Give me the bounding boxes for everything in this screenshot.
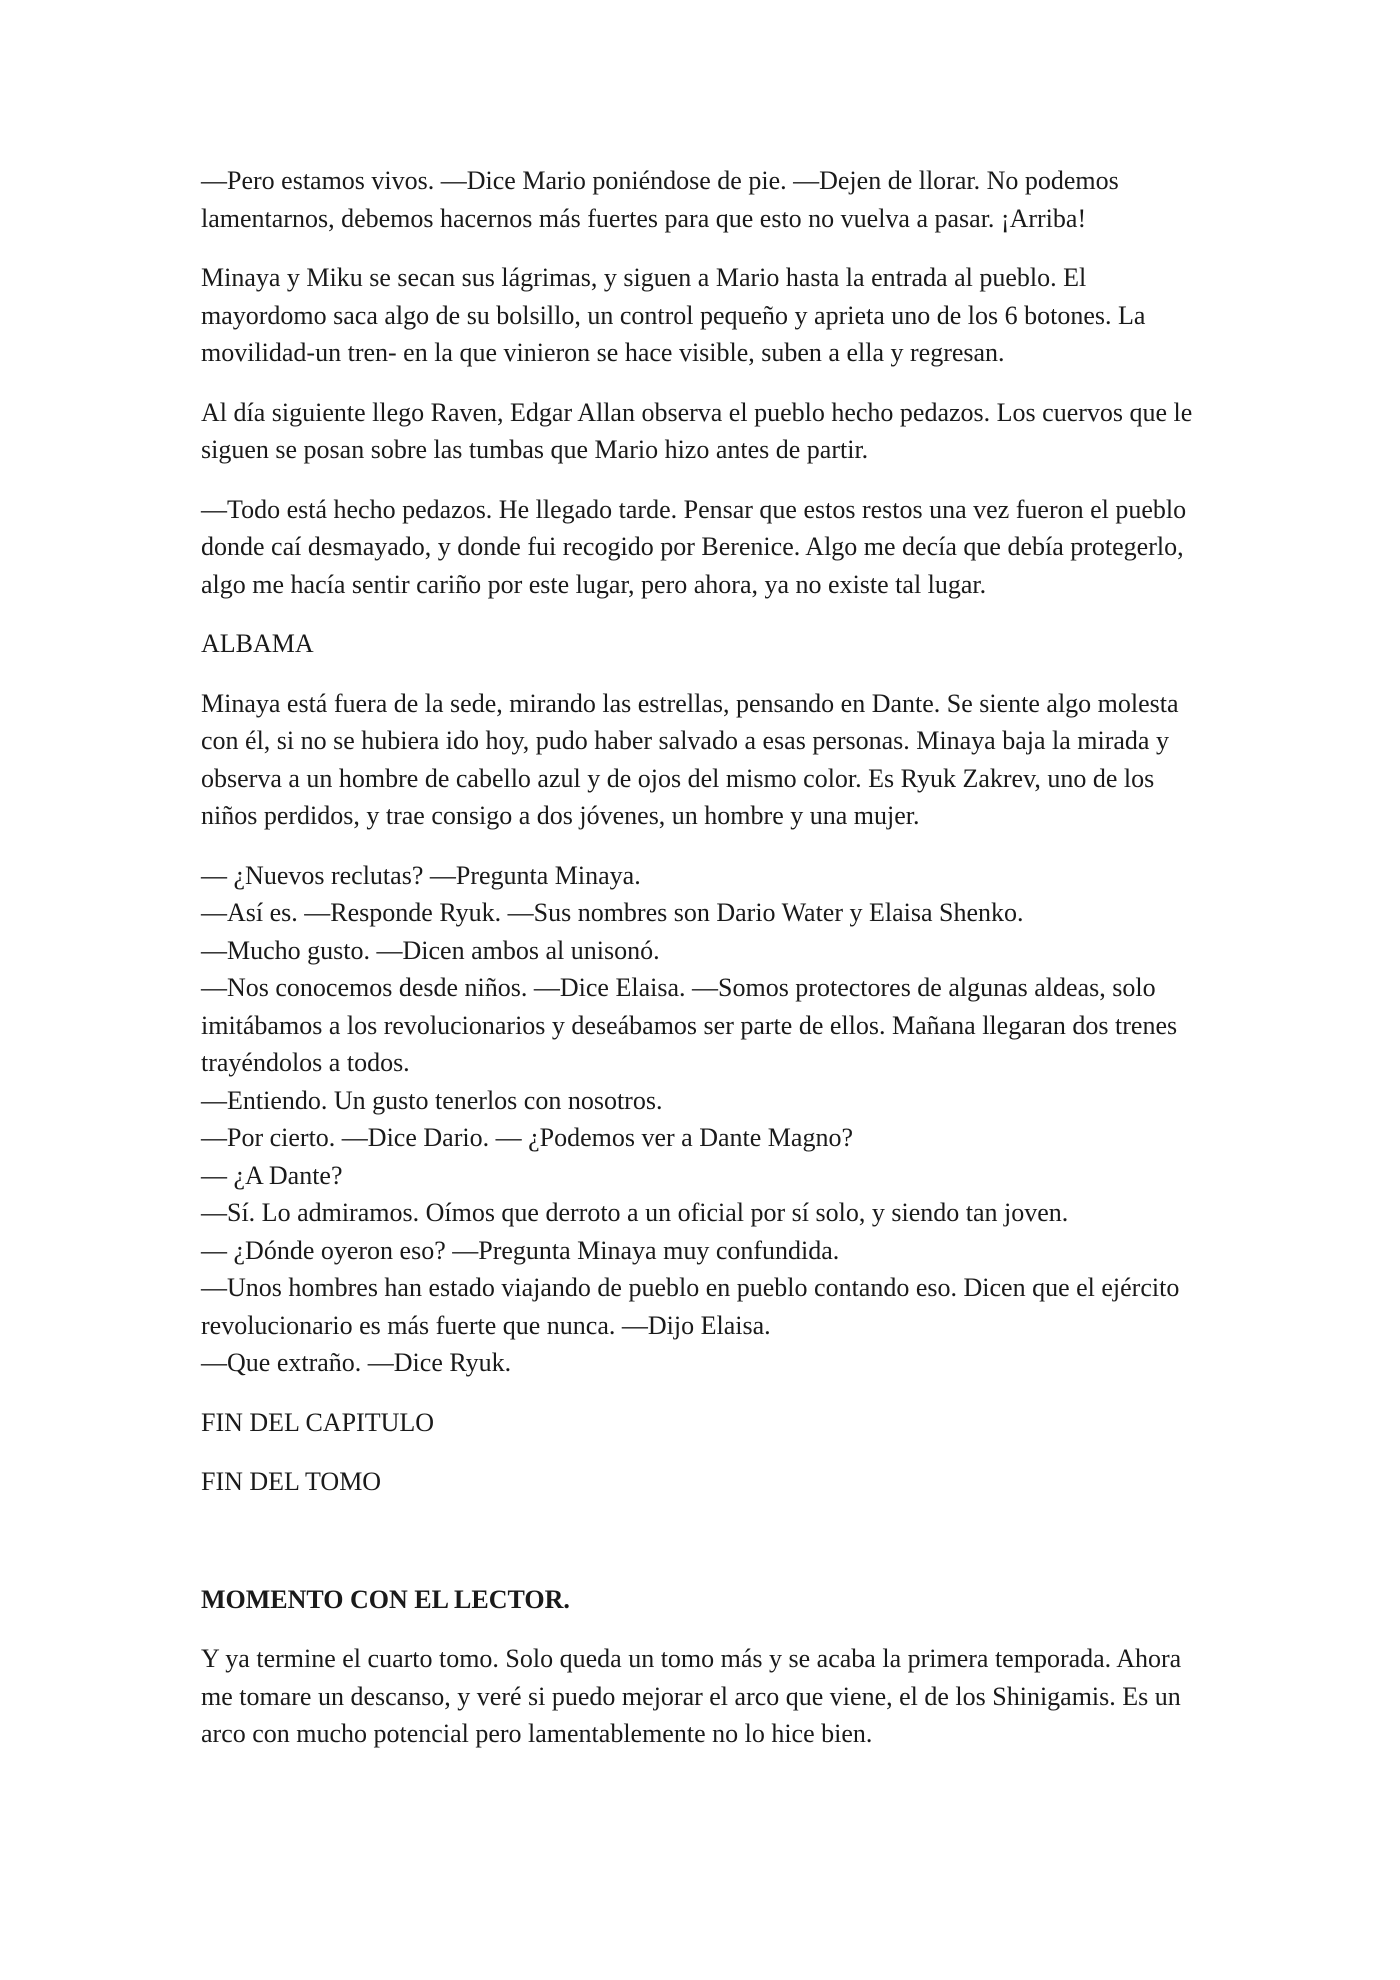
paragraph-edgar-speech: —Todo está hecho pedazos. He llegado tarde. Pensar que estos restos una vez fueron el pueblo donde caí desmayado, y donde fui recogido por Berenice. Algo me decía que debía protegerlo, algo me hacía sentir cariño por este lugar, pero ahora, ya no existe tal lugar. <box>201 494 1187 599</box>
dialogue-block <box>201 857 1216 1382</box>
dialogue-line: —Por cierto. —Dice Dario. — ¿Podemos ver a Dante Magno? <box>201 1123 853 1152</box>
section-title-albama: ALBAMA <box>201 629 314 658</box>
dialogue-line: —Mucho gusto. —Dicen ambos al unisonó. <box>201 935 660 965</box>
dialogue-line: —Así es. —Responde Ryuk. —Sus nombres son Dario Water y Elaisa Shenko. <box>201 898 1024 927</box>
dialogue-line: —Nos conocemos desde niños. —Dice Elaisa. —Somos protectores de algunas aldeas, solo imitábamos a los revolucionarios y deseábamos ser parte de ellos. Mañana llegaran dos trenes trayéndolos a todos. <box>201 973 1178 1077</box>
paragraph-return-to-village: Minaya y Miku se secan sus lágrimas, y siguen a Mario hasta la entrada al pueblo. El mayordomo saca algo de su bolsillo, un control pequeño y aprieta uno de los 6 botones. La movilidad-un tren- en la que vinieron se hace visible, suben a ella y regresan. <box>201 263 1146 367</box>
end-volume-label: FIN DEL TOMO <box>201 1467 382 1496</box>
paragraph-raven-arrives: Al día siguiente llego Raven, Edgar Allan observa el pueblo hecho pedazos. Los cuervos que le siguen se posan sobre las tumbas que Mario hizo antes de partir. <box>201 397 1193 464</box>
spacer <box>201 1523 1216 1581</box>
paragraph-minaya-stars: Minaya está fuera de la sede, mirando las estrellas, pensando en Dante. Se siente algo molesta con él, si no se hubiera ido hoy, pudo haber salvado a esas personas. Minaya baja la mirada y observa a un hombre de cabello azul y de ojos del mismo color. Es Ryuk Zakrev, uno de los niños perdidos, y trae consigo a dos jóvenes, un hombre y una mujer. <box>201 688 1179 830</box>
dialogue-line: — ¿Nuevos reclutas? —Pregunta Minaya. <box>201 860 641 890</box>
reader-section-paragraph: Y ya termine el cuarto tomo. Solo queda un tomo más y se acaba la primera temporada. Ahora me tomare un descanso, y veré si puedo mejorar el arco que viene, el de los Shinigamis. Es un arco con mucho potencial pero lamentablemente no lo hice bien. <box>201 1644 1182 1748</box>
dialogue-line: —Entiendo. Un gusto tenerlos con nosotros. <box>201 1085 663 1115</box>
dialogue-line: —Sí. Lo admiramos. Oímos que derroto a un oficial por sí solo, y siendo tan joven. <box>201 1198 1069 1227</box>
reader-section-heading: MOMENTO CON EL LECTOR. <box>201 1584 570 1614</box>
document-page <box>201 162 1216 1775</box>
dialogue-line: — ¿Dónde oyeron eso? —Pregunta Minaya muy confundida. <box>201 1235 840 1265</box>
dialogue-line: —Que extraño. —Dice Ryuk. <box>201 1348 512 1377</box>
paragraph-mario-speech: —Pero estamos vivos. —Dice Mario poniéndose de pie. —Dejen de llorar. No podemos lamentarnos, debemos hacernos más fuertes para que esto no vuelva a pasar. ¡Arriba! <box>201 166 1119 233</box>
dialogue-line: — ¿A Dante? <box>201 1160 343 1190</box>
dialogue-line: —Unos hombres han estado viajando de pueblo en pueblo contando eso. Dicen que el ejército revolucionario es más fuerte que nunca. —Dijo Elaisa. <box>201 1273 1180 1340</box>
end-chapter-label: FIN DEL CAPITULO <box>201 1407 435 1437</box>
